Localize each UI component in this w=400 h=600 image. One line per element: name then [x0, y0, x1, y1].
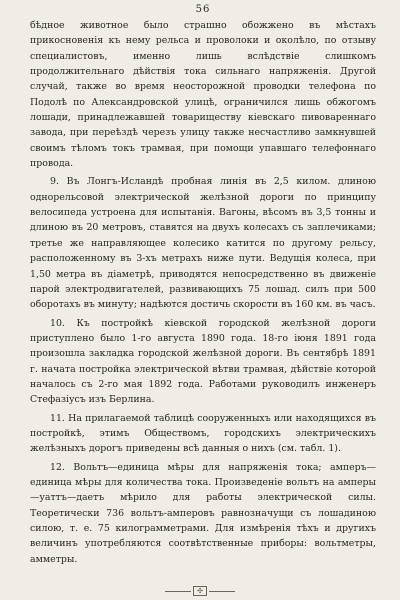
- paragraph-continuation: бѣдное животное было страшно обожжено въ мѣстахъ прикосновенія къ нему рельса и проволоки и околѣло, по отзыву специалистовъ, именно лишь вслѣдствіе слишкомъ продолжительнаго дѣйствія тока сильнаго напряженія. Другой случай, также во время неосторожной проводки телефона по Подолѣ по Александровской улицѣ, ограничился лишь обжогомъ лошади, принадлежавшей товариществу кіевскаго пивовареннаго завода, при переѣздѣ черезъ улицу также несчастливо замкнувшей своимъ тѣломъ токъ трамвая, при помощи упавшаго телефоннаго провода.: [30, 20, 376, 170]
- paragraph-10-kiev-railway: 10. Къ постройкѣ кіевской городской желѣзной дороги приступлено было 1-го августа 1890 года. 18-го іюня 1891 года произошла закладка городской желѣзной дороги. Въ сентябрѣ 1891 г. начата постройка электрической вѣтви трамвая, дѣйствіе которой началось съ 2-го мая 1892 года. Работами руководилъ инженеръ Стефазіусъ изъ Берлина.: [30, 317, 376, 406]
- paragraph-11-table-reference: 11. На прилагаемой таблицѣ сооруженныхъ или находящихся въ постройкѣ, этимъ Обществомъ, городскихъ электрическихъ желѣзныхъ дорогъ приведены всѣ данныя о нихъ (см. табл. 1).: [30, 412, 376, 455]
- page-number: 56: [195, 4, 211, 15]
- paragraph-9-monorail: 9. Въ Лонгъ-Исландѣ пробная линія въ 2,5 килом. длиною однорельсовой электрической желѣзной дороги по принципу велосипеда устроена для испытанія. Вагоны, вѣсомъ въ 3,5 тонны и длиною въ 20 метровъ, ставятся на двухъ колесахъ съ заплечиками; третье же направляющее колесико катится по другому рельсу, расположенному въ 3-хъ метрахъ ниже пути. Ведущія колеса, при 1,50 метра въ діаметрѣ, приводятся непосредственно въ движеніе парой электродвигателей, развивающихъ 75 лошад. силъ при 500 оборотахъ въ минуту; надѣются достичь скорости въ 160 км. въ часъ.: [30, 176, 376, 311]
- footer-ornament-icon: ✣: [0, 586, 400, 596]
- page-body: [30, 18, 376, 567]
- paragraph-12-units: 12. Вольтъ—единица мѣры для напряженія тока; амперъ—единица мѣры для количества тока. Произведеніе вольтъ на амперы—уаттъ—даетъ мѣрило для работы электрической силы. Теоретически 736 вольтъ-амперовъ равнозначущи съ лошадиною силою, т. е. 75 килограмметрами. Для измѣренія тѣхъ и другихъ величинъ употребляются соотвѣтственные приборы: вольтметры, амметры.: [30, 461, 376, 565]
